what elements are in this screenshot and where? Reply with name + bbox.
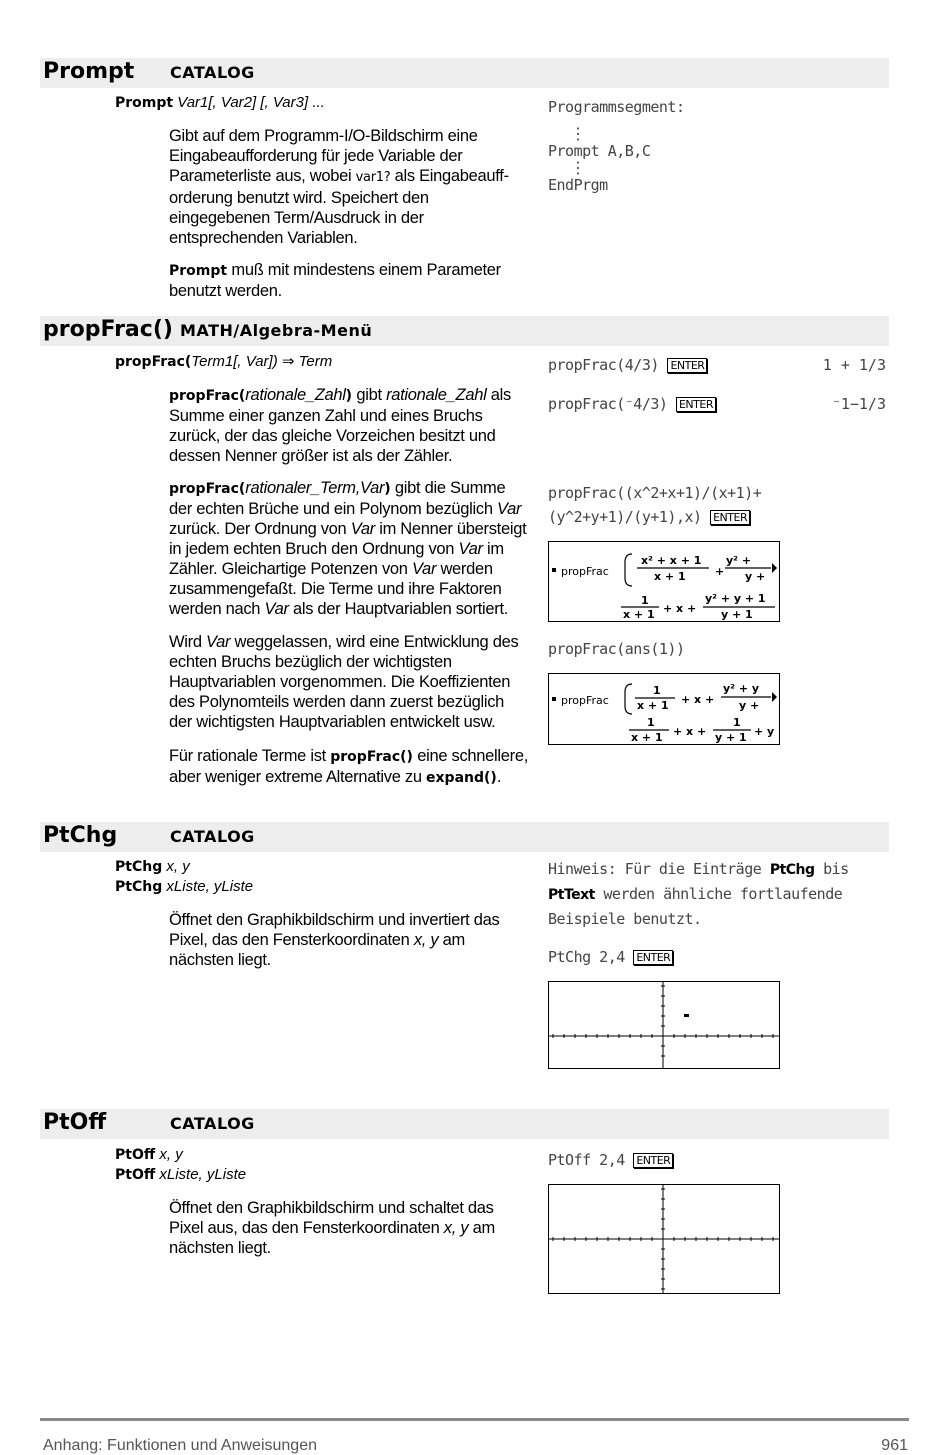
frac-den: y + 1 (721, 608, 753, 621)
scroll-arrow-icon (772, 692, 777, 702)
example-ptoff: PtOff 2,4 ENTER (548, 1148, 673, 1172)
frac-den: y + (739, 699, 760, 712)
propfrac-para-1: propFrac(rationale_Zahl) gibt rationale_Zahl als Summe einer ganzen Zahl und eines Bruchs zurück, der das gleiche Vorzeichen besitzt und dessen Nenner größer ist als der Zähler. (169, 386, 511, 465)
screen-text: + y (754, 725, 775, 738)
frac-num: 1 (641, 594, 649, 607)
section-title-ptchg: PtChg (43, 823, 118, 848)
frac-num: y² + (726, 554, 752, 567)
example-propfrac-2: propFrac(⁻4/3) ENTER (548, 392, 716, 416)
frac-den: x + 1 (623, 608, 655, 621)
section-title-propfrac: propFrac() (43, 317, 173, 342)
screen-label: propFrac (561, 694, 609, 707)
result-propfrac-1: 1 + 1/3 (822, 356, 886, 374)
syntax-ptoff: PtOff x, y PtOff xListe, yListe (115, 1146, 247, 1183)
calculator-screen-propfrac-1 (548, 541, 780, 622)
menu-location-prompt: CATALOG (170, 63, 255, 82)
screen-text: + x + (663, 602, 697, 615)
svg-text:+: + (715, 565, 725, 578)
enter-key: ENTER (633, 950, 673, 965)
footer-chapter-title: Anhang: Funktionen und Anweisungen (43, 1437, 317, 1454)
frac-num: 1 (653, 684, 661, 697)
screen-label: propFrac (561, 565, 609, 578)
menu-location-propfrac: MATH/Algebra-Menü (180, 321, 373, 340)
enter-key: ENTER (710, 510, 750, 525)
section-title-ptoff: PtOff (43, 1110, 107, 1135)
description-ptchg: Öffnet den Graphikbildschirm und invertiert das Pixel, das den Fensterkoordinaten x, y am nächsten liegt. (169, 911, 500, 969)
syntax-propfrac: propFrac(Term1[, Var]) ⇒ Term (115, 353, 333, 370)
result-propfrac-2: ⁻1−1/3 (831, 395, 886, 413)
frac-num: 1 (647, 716, 655, 729)
enter-key: ENTER (676, 397, 716, 412)
frac-den: x + 1 (637, 699, 669, 712)
propfrac-para-4: Für rationale Terme ist propFrac() eine schnellere, aber weniger extreme Alternative zu expand(). (169, 747, 529, 786)
note-ptchg: Hinweis: Für die Einträge PtChg bis PtText werden ähnliche fortlaufende Beispiele benutzt. (548, 860, 849, 928)
menu-location-ptoff: CATALOG (170, 1114, 255, 1133)
bullet-icon (552, 568, 556, 572)
description-prompt: Gibt auf dem Programm-I/O-Bildschirm eine Eingabeaufforderung für jede Variable der Parameterliste aus, wobei var1? als Eingabeaufforderung benutzt wird. Speichert den eingegebenen Term/Ausdruck in der entsprechenden Variablen. (169, 127, 510, 247)
example-propfrac-1: propFrac(4/3) ENTER (548, 353, 707, 377)
calculator-screen-propfrac-2 (548, 673, 780, 745)
graph-screen-ptoff (548, 1184, 780, 1294)
page-number: 961 (881, 1437, 908, 1454)
paren-left (625, 554, 632, 586)
enter-key: ENTER (667, 358, 707, 373)
scroll-arrow-icon (772, 563, 777, 573)
propfrac-para-3: Wird Var weggelassen, wird eine Entwicklung des echten Bruchs bezüglich der wichtigsten Hauptvariablen vorgenommen. Die Koeffizienten des Polynomteils werden dann zuerst bezüglich der wichtigsten Hauptvariablen entwickelt usw. (169, 633, 519, 731)
note-prompt: Prompt muß mit mindestens einem Parameter benutzt werden. (169, 261, 501, 300)
syntax-ptchg: PtChg x, y PtChg xListe, yListe (115, 858, 254, 895)
example-propfrac-4: propFrac(ans(1)) (548, 640, 685, 658)
screen-text: + x + (673, 725, 707, 738)
frac-num: x² + x + 1 (641, 554, 702, 567)
graph-screen-ptchg (548, 981, 780, 1069)
bullet-icon (552, 697, 556, 701)
section-band-ptoff (40, 1109, 889, 1139)
frac-den: x + 1 (654, 570, 686, 583)
description-ptoff: Öffnet den Graphikbildschirm und schaltet das Pixel aus, das den Fensterkoordinaten x, y am nächsten liegt. (169, 1199, 495, 1257)
frac-den: y + (745, 570, 766, 583)
frac-den: x + 1 (631, 731, 663, 744)
syntax-prompt: Prompt Var1[, Var2] [, Var3] ... (115, 94, 325, 111)
section-band-ptchg (40, 822, 889, 852)
section-title-prompt: Prompt (43, 59, 135, 84)
screen-text: + x + (681, 693, 715, 706)
plotted-pixel (684, 1014, 689, 1017)
section-band-prompt (40, 58, 889, 88)
frac-num: 1 (733, 716, 741, 729)
example-ptchg: PtChg 2,4 ENTER (548, 945, 673, 969)
example-prompt: Programmsegment: ⋮ Prompt A,B,C ⋮ EndPrgm (548, 98, 685, 194)
propfrac-para-2: propFrac(rationaler_Term,Var) gibt die Summe der echten Brüche und ein Polynom bezüglich Var zurück. Der Ordnung von Var im Nenner übersteigt in jedem echten Bruch den Ordnung von Var im Zähler. Gleichartige Potenzen von Var werden zusammengefaßt. Die Terme und ihre Faktoren werden nach Var als der Hauptvariablen sortiert. (169, 479, 527, 618)
footer-rule (40, 1418, 909, 1421)
menu-location-ptchg: CATALOG (170, 827, 255, 846)
frac-num: y² + y (723, 682, 760, 695)
frac-den: y + 1 (715, 731, 747, 744)
enter-key: ENTER (633, 1153, 673, 1168)
frac-num: y² + y + 1 (705, 592, 766, 605)
paren-left (625, 684, 632, 714)
example-propfrac-3: propFrac((x^2+x+1)/(x+1)+ (y^2+y+1)/(y+1),x) ENTER (548, 484, 762, 526)
